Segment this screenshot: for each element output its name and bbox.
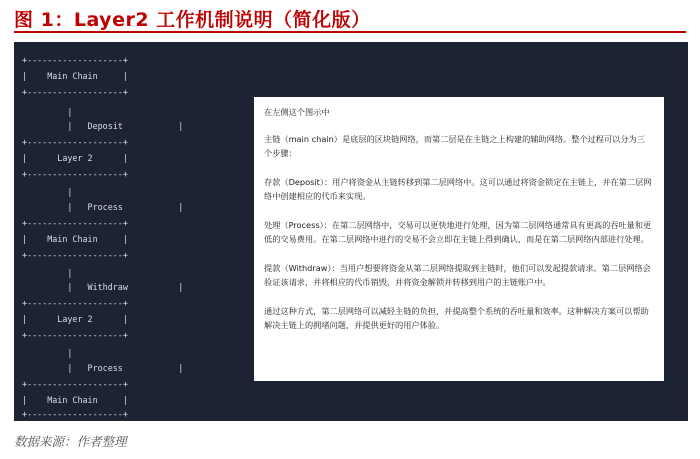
box-border-bottom: +-------------------+ <box>22 169 128 179</box>
main-chain-label: | Main Chain | <box>22 71 128 81</box>
box-border-bottom: +-------------------+ <box>22 330 128 340</box>
withdraw-paragraph: 提款（Withdraw）：当用户想要将资金从第二层网络提取到主链时，他们可以发起提款请求。第二层网络会验证该请求，并将相应的代币销毁，并将资金解锁并转移到用户的主链账户中。 <box>264 262 651 287</box>
main-chain-label: | Main Chain | <box>22 395 128 405</box>
deposit-paragraph: 存款（Deposit）：用户将资金从主链转移到第二层网络中。这可以通过将资金锁定在主链上，并在第二层网络中创建相应的代币来实现。 <box>264 176 652 201</box>
withdraw-step-label: | Withdraw | <box>22 282 184 292</box>
intro-text: 在左侧这个图示中 <box>264 107 330 117</box>
figure-title: 图 1：Layer2 工作机制说明（简化版） <box>14 9 371 31</box>
box-border-bottom: +-------------------+ <box>22 87 128 97</box>
box-border-top: +-------------------+ <box>22 379 128 389</box>
box-border-bottom: +-------------------+ <box>22 250 128 260</box>
connector-line: | <box>22 268 73 278</box>
box-border-bottom: +-------------------+ <box>22 409 128 419</box>
explanation-box <box>254 97 664 381</box>
layer2-label: | Layer 2 | <box>22 153 128 163</box>
summary-paragraph: 通过这种方式，第二层网络可以减轻主链的负担，并提高整个系统的吞吐量和效率。这种解决方案可以帮助解决主链上的拥堵问题，并提供更好的用户体验。 <box>264 305 649 330</box>
connector-line: | <box>22 187 73 197</box>
process-paragraph: 处理（Process）：在第二层网络中，交易可以更快地进行处理，因为第二层网络通常具有更高的吞吐量和更低的交易费用。在第二层网络中进行的交易不会立即在主链上得到确认，而是在第二层网络内部进行处理。 <box>264 219 652 244</box>
title-underline <box>14 31 686 33</box>
deposit-step-label: | Deposit | <box>22 121 184 131</box>
box-border-top: +-------------------+ <box>22 218 128 228</box>
process-step-label: | Process | <box>22 363 184 373</box>
process-step-label: | Process | <box>22 202 184 212</box>
box-border-top: +-------------------+ <box>22 298 128 308</box>
ascii-diagram <box>22 48 262 418</box>
source-caption: 数据来源：作者整理 <box>14 434 127 449</box>
box-border-top: +-------------------+ <box>22 137 128 147</box>
box-border-top: +-------------------+ <box>22 55 128 65</box>
connector-line: | <box>22 107 73 117</box>
connector-line: | <box>22 348 73 358</box>
main-chain-paragraph: 主链（main chain）是底层的区块链网络，而第二层是在主链之上构建的辅助网络。整个过程可以分为三个步骤： <box>264 133 645 158</box>
main-chain-label: | Main Chain | <box>22 234 128 244</box>
code-panel <box>14 42 688 421</box>
layer2-label: | Layer 2 | <box>22 314 128 324</box>
